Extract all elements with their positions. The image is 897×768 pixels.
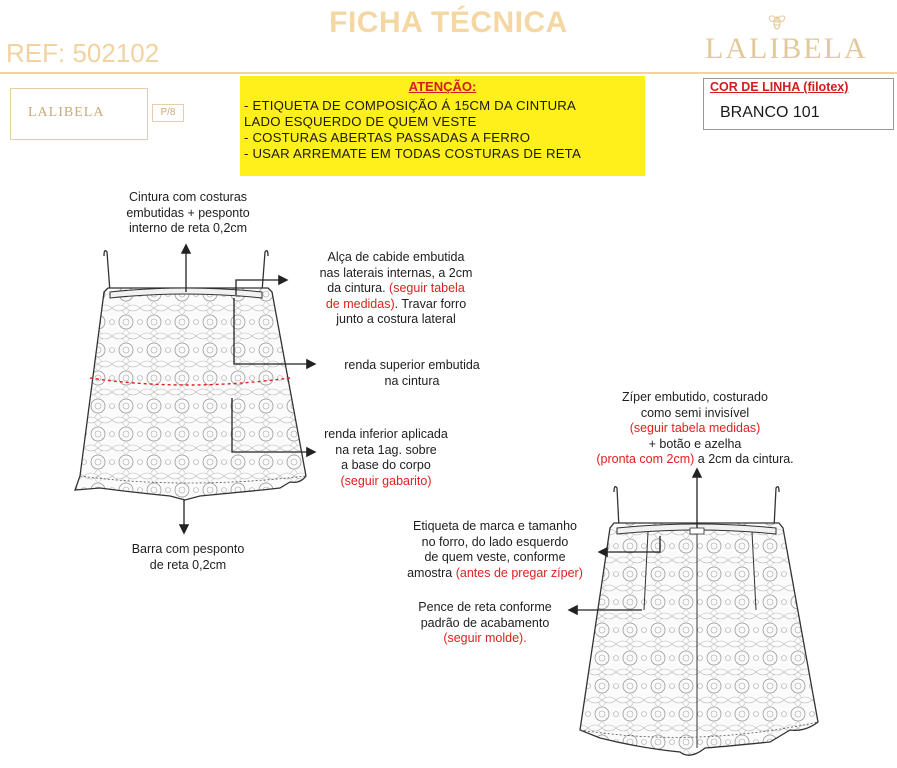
attention-line: - ETIQUETA DE COMPOSIÇÃO Á 15CM DA CINTURA — [244, 98, 577, 113]
lower-lace-annotation: renda inferior aplicada na reta 1ag. sobre a base do corpo (seguir gabarito) — [324, 427, 448, 488]
dart-annotation: Pence de reta conforme padrão de acabamento (seguir molde). — [418, 600, 552, 645]
thread-color-title: COR DE LINHA (filotex) — [710, 80, 849, 94]
attention-line: - USAR ARREMATE EM TODAS COSTURAS DE RETA — [244, 146, 581, 161]
thread-color-value: BRANCO 101 — [720, 104, 820, 121]
label-brand-text: LALIBELA — [28, 105, 105, 120]
label-size-tag: P/8 — [152, 104, 184, 122]
upper-lace-annotation: renda superior embutida na cintura — [344, 358, 480, 388]
attention-title: ATENÇÃO: — [408, 79, 477, 94]
front-skirt-drawing — [75, 251, 306, 500]
back-skirt-drawing — [580, 487, 818, 756]
hem-annotation: Barra com pesponto de reta 0,2cm — [131, 542, 245, 572]
waist-annotation: Cintura com costuras embutidas + pesponto interno de reta 0,2cm — [126, 190, 250, 235]
page-title: FICHA TÉCNICA — [329, 6, 568, 39]
attention-line: LADO ESQUERDO DE QUEM VESTE — [244, 114, 477, 129]
brand-logo: LALIBELA — [705, 32, 868, 65]
reference-code: REF: 502102 — [6, 38, 160, 68]
attention-line: - COSTURAS ABERTAS PASSADAS A FERRO — [244, 130, 531, 145]
hanger-loop-annotation: Alça de cabide embutida nas laterais internas, a 2cm da cintura. (seguir tabela de medidas). Travar forro junto a costura lateral — [319, 250, 473, 326]
zipper-annotation: Zíper embutido, costurado como semi invisível (seguir tabela medidas) + botão e azelha (pronta com 2cm) a 2cm da cintura. — [596, 390, 794, 466]
brand-label-annotation: Etiqueta de marca e tamanho no forro, do lado esquerdo de quem veste, conforme amostra (antes de pregar zíper) — [407, 519, 583, 580]
